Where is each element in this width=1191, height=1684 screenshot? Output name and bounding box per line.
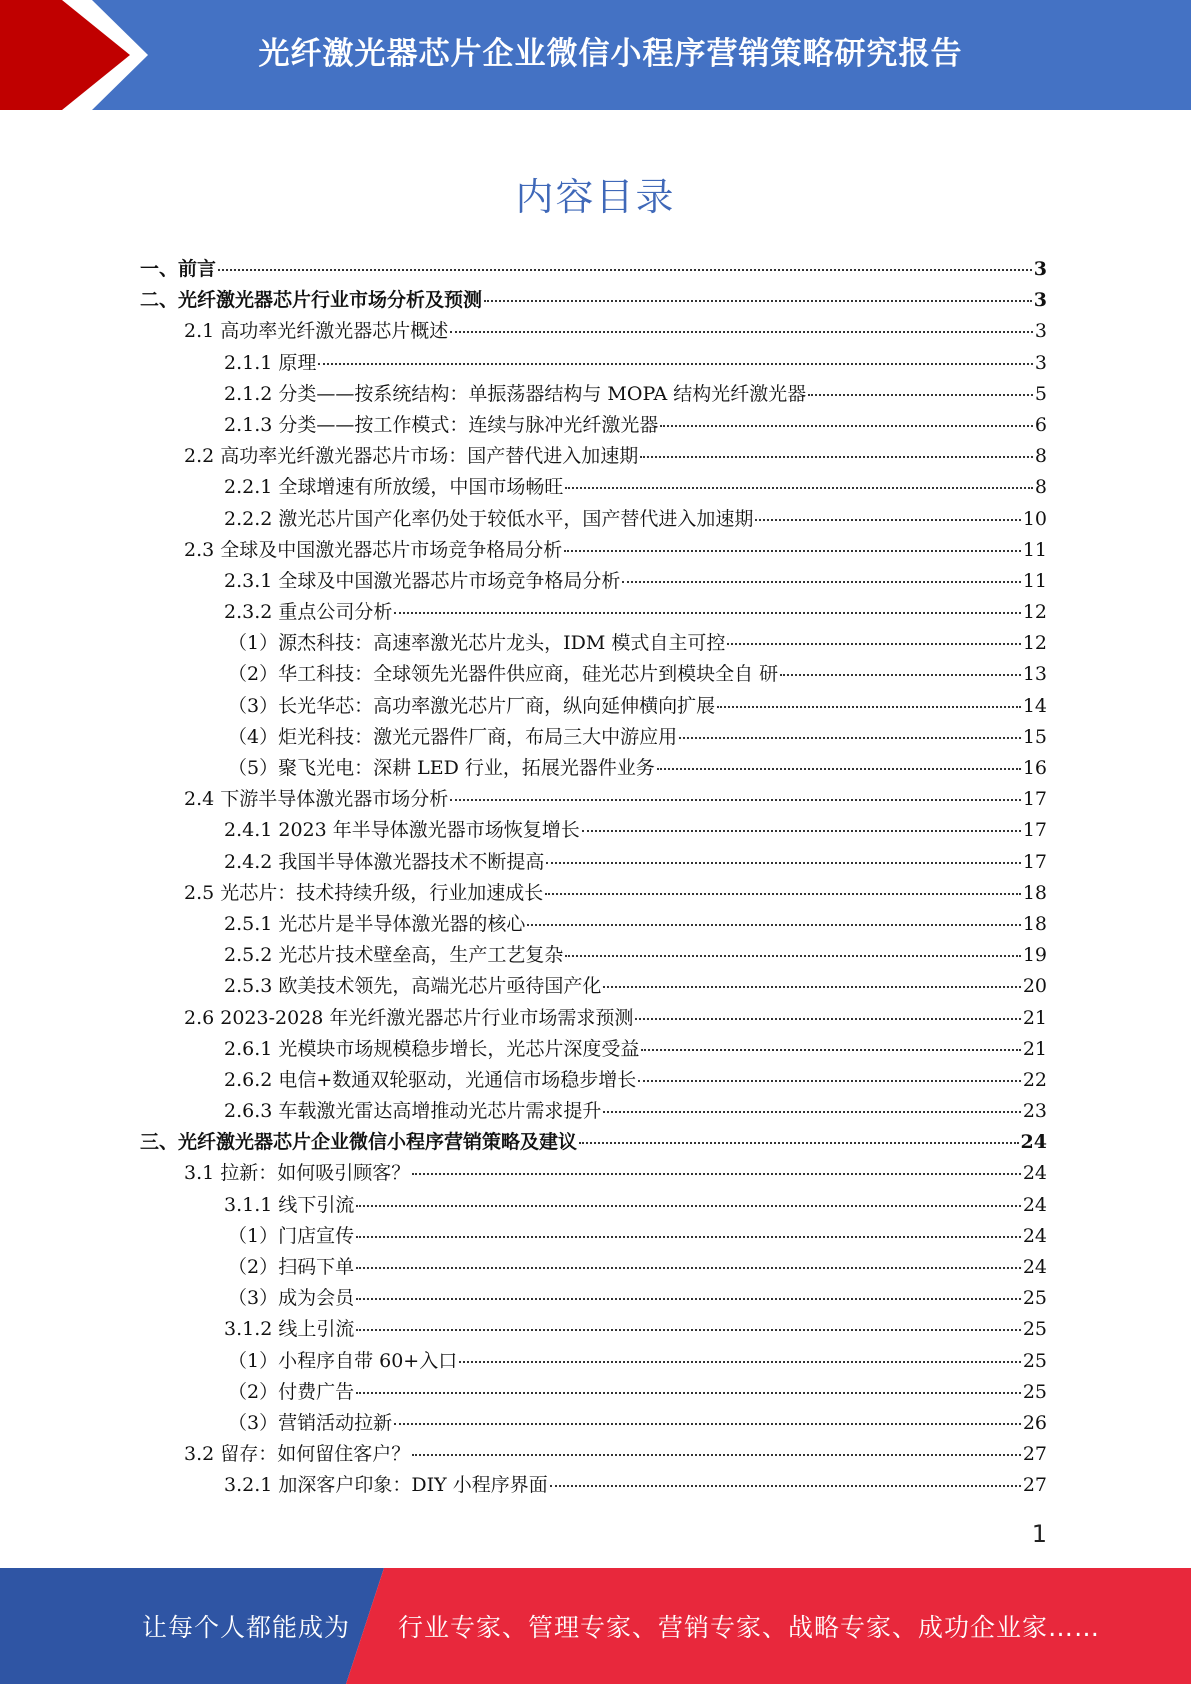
toc-dot-leader <box>450 331 1033 333</box>
toc-entry[interactable] <box>140 1158 1047 1189</box>
toc-dot-leader <box>356 1298 1021 1300</box>
toc-entry[interactable] <box>140 1096 1047 1127</box>
toc-dot-leader <box>412 1173 1021 1175</box>
toc-entry-page: 11 <box>1022 569 1047 592</box>
toc-entry-page: 24 <box>1022 1256 1047 1278</box>
toc-entry[interactable] <box>140 1470 1047 1501</box>
toc-entry[interactable] <box>140 441 1047 472</box>
toc-entry-page: 19 <box>1022 944 1047 967</box>
toc-entry-text: （3）营销活动拉新 <box>228 1411 393 1434</box>
toc-entry-page: 20 <box>1022 975 1047 998</box>
toc-dot-leader <box>657 768 1021 770</box>
toc-entry-text: （1）源杰科技：高速率激光芯片龙头，IDM 模式自主可控 <box>228 632 726 655</box>
toc-entry[interactable] <box>140 379 1047 410</box>
toc-entry-text: 2.1.3 分类——按工作模式：连续与脉冲光纤激光器 <box>224 413 659 436</box>
page-footer <box>0 1568 1191 1684</box>
toc-entry-text: （2）付费广告 <box>228 1380 355 1403</box>
toc-entry-page: 12 <box>1022 601 1047 624</box>
toc-entry-text: 3.2 留存：如何留住客户？ <box>184 1443 411 1466</box>
toc-dot-leader <box>356 1236 1021 1238</box>
toc-dot-leader <box>356 1267 1021 1269</box>
toc-entry-text: （1）小程序自带 60+入口 <box>228 1349 458 1372</box>
toc-dot-leader <box>565 955 1020 957</box>
toc-entry[interactable] <box>140 1190 1047 1221</box>
toc-dot-leader <box>717 706 1021 708</box>
toc-entry[interactable] <box>140 1221 1047 1252</box>
toc-entry-page: 3 <box>1033 258 1047 280</box>
toc-dot-leader <box>484 300 1032 302</box>
toc-dot-leader <box>622 581 1020 583</box>
toc-entry-text: （3）成为会员 <box>228 1287 355 1310</box>
toc-heading: 内容目录 <box>515 175 676 219</box>
footer-slogan-left: 让每个人都能成为 <box>142 1613 351 1642</box>
toc-dot-leader <box>546 862 1020 864</box>
toc-entry-page: 27 <box>1022 1443 1047 1466</box>
toc-entry-text: 2.3.2 重点公司分析 <box>224 601 393 624</box>
toc-entry[interactable] <box>140 472 1047 503</box>
toc-dot-leader <box>356 1392 1021 1394</box>
toc-entry[interactable] <box>140 815 1047 846</box>
toc-entry[interactable] <box>140 348 1047 379</box>
toc-entry[interactable] <box>140 1408 1047 1439</box>
toc-dot-leader <box>582 830 1021 832</box>
toc-dot-leader <box>356 1329 1020 1331</box>
toc-entry-page: 24 <box>1022 1193 1047 1216</box>
toc-entry-page: 12 <box>1022 632 1047 655</box>
toc-entry-text: 2.6.1 光模块市场规模稳步增长，光芯片深度受益 <box>224 1037 640 1060</box>
toc-entry-page: 22 <box>1022 1068 1047 1091</box>
toc-entry-text: 2.5.1 光芯片是半导体激光器的核心 <box>224 912 526 935</box>
toc-dot-leader <box>450 799 1021 801</box>
toc-dot-leader <box>318 363 1033 365</box>
report-title: 光纤激光器芯片企业微信小程序营销策略研究报告 <box>258 36 963 72</box>
toc-entry[interactable] <box>140 784 1047 815</box>
toc-entry-text: 2.4.2 我国半导体激光器技术不断提高 <box>224 850 545 873</box>
toc-entry-text: 2.2 高功率光纤激光器芯片市场：国产替代进入加速期 <box>184 445 639 468</box>
toc-entry-text: 2.3.1 全球及中国激光器芯片市场竞争格局分析 <box>224 569 621 592</box>
toc-entry-page: 14 <box>1022 694 1047 717</box>
toc-entry-text: 二、光纤激光器芯片行业市场分析及预测 <box>140 289 483 312</box>
toc-dot-leader <box>727 643 1020 645</box>
toc-entry-text: 3.1.2 线上引流 <box>224 1318 355 1341</box>
toc-entry-page: 25 <box>1022 1380 1047 1403</box>
toc-entry[interactable] <box>140 753 1047 784</box>
toc-entry-text: 2.5 光芯片：技术持续升级，行业加速成长 <box>184 881 544 904</box>
toc-entry-page: 21 <box>1022 1006 1047 1029</box>
toc-entry-page: 25 <box>1022 1287 1047 1310</box>
toc-entry-text: 2.6 2023-2028 年光纤激光器芯片行业市场需求预测 <box>184 1006 634 1029</box>
toc-entry-text: 2.4.1 2023 年半导体激光器市场恢复增长 <box>224 819 580 842</box>
toc-dot-leader <box>412 1454 1021 1456</box>
toc-entry[interactable] <box>140 1346 1047 1377</box>
toc-entry[interactable] <box>140 971 1047 1002</box>
toc-entry-text: 2.3 全球及中国激光器芯片市场竞争格局分析 <box>184 538 563 561</box>
toc-dot-leader <box>780 674 1021 676</box>
toc-entry-text: 2.1.1 原理 <box>224 351 317 374</box>
toc-entry-text: 2.1 高功率光纤激光器芯片概述 <box>184 320 449 343</box>
toc-entry[interactable] <box>140 1003 1047 1034</box>
toc-dot-leader <box>755 519 1020 521</box>
toc-dot-leader <box>808 394 1033 396</box>
toc-dot-leader <box>545 893 1021 895</box>
header-arrow-decoration <box>0 0 160 110</box>
toc-dot-leader <box>218 269 1032 271</box>
toc-entry-text: 2.5.2 光芯片技术壁垒高，生产工艺复杂 <box>224 944 564 967</box>
toc-dot-leader <box>641 1049 1020 1051</box>
toc-entry-text: （4）炬光科技：激光元器件厂商，布局三大中游应用 <box>228 725 678 748</box>
toc-entry-page: 18 <box>1022 881 1047 904</box>
toc-entry[interactable] <box>140 659 1047 690</box>
toc-entry-page: 16 <box>1022 757 1047 779</box>
toc-dot-leader <box>603 986 1020 988</box>
toc-entry[interactable] <box>140 1034 1047 1065</box>
toc-entry-text: 三、光纤激光器芯片企业微信小程序营销策略及建议 <box>140 1131 578 1154</box>
toc-entry-page: 3 <box>1034 320 1047 343</box>
toc-entry-page: 17 <box>1022 819 1047 842</box>
toc-entry-page: 23 <box>1022 1100 1047 1123</box>
footer-slogan-right: 行业专家、管理专家、营销专家、战略专家、成功企业家…… <box>398 1613 1101 1642</box>
toc-dot-leader <box>394 612 1020 614</box>
toc-entry-page: 8 <box>1034 445 1047 468</box>
toc-entry-page: 8 <box>1034 476 1047 499</box>
toc-entry[interactable] <box>140 940 1047 971</box>
toc-dot-leader <box>640 456 1033 458</box>
page-header <box>0 0 1191 110</box>
toc-entry-page: 6 <box>1034 413 1047 436</box>
toc-entry-text: （3）长光华芯：高功率激光芯片厂商，纵向延伸横向扩展 <box>228 694 716 717</box>
toc-entry[interactable] <box>140 1065 1047 1096</box>
toc-entry-page: 17 <box>1022 788 1047 811</box>
toc-entry-text: 2.1.2 分类——按系统结构：单振荡器结构与 MOPA 结构光纤激光器 <box>224 382 807 405</box>
toc-entry-text: 2.2.1 全球增速有所放缓，中国市场畅旺 <box>224 476 564 499</box>
toc-dot-leader <box>394 1423 1021 1425</box>
toc-entry[interactable] <box>140 1283 1047 1314</box>
toc-entry[interactable] <box>140 535 1047 566</box>
toc-dot-leader <box>356 1205 1020 1207</box>
toc-entry[interactable] <box>140 597 1047 628</box>
toc-entry-text: （5）聚飞光电：深耕 LED 行业，拓展光器件业务 <box>228 757 655 779</box>
toc-entry[interactable] <box>140 1439 1047 1470</box>
toc-entry[interactable] <box>140 1127 1047 1158</box>
toc-entry-text: 2.6.2 电信+数通双轮驱动，光通信市场稳步增长 <box>224 1068 637 1091</box>
toc-dot-leader <box>635 1018 1020 1020</box>
toc-entry-text: （2）华工科技：全球领先光器件供应商，硅光芯片到模块全自 研 <box>228 663 779 686</box>
toc-entry-page: 15 <box>1022 725 1047 748</box>
toc-entry-page: 25 <box>1022 1349 1047 1372</box>
toc-entry[interactable] <box>140 254 1047 285</box>
toc-entry-page: 24 <box>1020 1131 1047 1154</box>
toc-entry-page: 11 <box>1022 538 1047 561</box>
toc-entry-text: 3.1 拉新：如何吸引顾客？ <box>184 1162 411 1185</box>
toc-dot-leader <box>564 550 1021 552</box>
toc-dot-leader <box>660 425 1033 427</box>
toc-entry[interactable] <box>140 847 1047 878</box>
toc-entry-page: 27 <box>1022 1474 1047 1497</box>
toc-entry-text: 2.6.3 车载激光雷达高增推动光芯片需求提升 <box>224 1100 602 1123</box>
toc-entry-text: 2.5.3 欧美技术领先，高端光芯片亟待国产化 <box>224 975 602 998</box>
toc-entry[interactable] <box>140 909 1047 940</box>
toc-entry-text: 2.4 下游半导体激光器市场分析 <box>184 788 449 811</box>
toc-entry-text: （2）扫码下单 <box>228 1256 355 1278</box>
toc-entry[interactable] <box>140 285 1047 316</box>
toc-entry[interactable] <box>140 566 1047 597</box>
toc-dot-leader <box>603 1111 1020 1113</box>
toc-entry[interactable] <box>140 1252 1047 1283</box>
toc-entry-page: 25 <box>1022 1318 1047 1341</box>
toc-entry[interactable] <box>140 878 1047 909</box>
toc-entry-text: 3.2.1 加深客户印象：DIY 小程序界面 <box>224 1474 548 1497</box>
toc-entry[interactable] <box>140 1314 1047 1345</box>
toc-entry-page: 5 <box>1034 382 1047 405</box>
toc-entry-text: 一、前言 <box>140 258 217 280</box>
toc-entry[interactable] <box>140 722 1047 753</box>
toc-entry-text: （1）门店宣传 <box>228 1224 355 1247</box>
toc-entry-page: 10 <box>1022 507 1047 530</box>
toc-entry[interactable] <box>140 691 1047 722</box>
toc-entry-page: 26 <box>1022 1411 1047 1434</box>
toc-dot-leader <box>565 487 1033 489</box>
toc-entry-page: 17 <box>1022 850 1047 873</box>
toc-dot-leader <box>638 1080 1021 1082</box>
toc-dot-leader <box>679 737 1021 739</box>
toc-entry-page: 24 <box>1022 1224 1047 1247</box>
toc-entry[interactable] <box>140 628 1047 659</box>
toc-entry-page: 24 <box>1022 1162 1047 1185</box>
toc-entry-text: 3.1.1 线下引流 <box>224 1193 355 1216</box>
toc-entry-text: 2.2.2 激光芯片国产化率仍处于较低水平，国产替代进入加速期 <box>224 507 754 530</box>
toc-entry[interactable] <box>140 316 1047 347</box>
toc-dot-leader <box>459 1361 1021 1363</box>
table-of-contents <box>140 254 1047 1502</box>
toc-entry-page: 21 <box>1022 1037 1047 1060</box>
toc-entry-page: 3 <box>1034 351 1047 374</box>
toc-dot-leader <box>550 1485 1021 1487</box>
toc-entry[interactable] <box>140 504 1047 535</box>
toc-entry-page: 13 <box>1022 663 1047 686</box>
toc-dot-leader <box>527 924 1020 926</box>
toc-entry-page: 3 <box>1033 289 1047 312</box>
toc-entry[interactable] <box>140 410 1047 441</box>
toc-entry-page: 18 <box>1022 912 1047 935</box>
page-number: 1 <box>1031 1520 1047 1548</box>
toc-entry[interactable] <box>140 1377 1047 1408</box>
toc-dot-leader <box>579 1142 1019 1144</box>
